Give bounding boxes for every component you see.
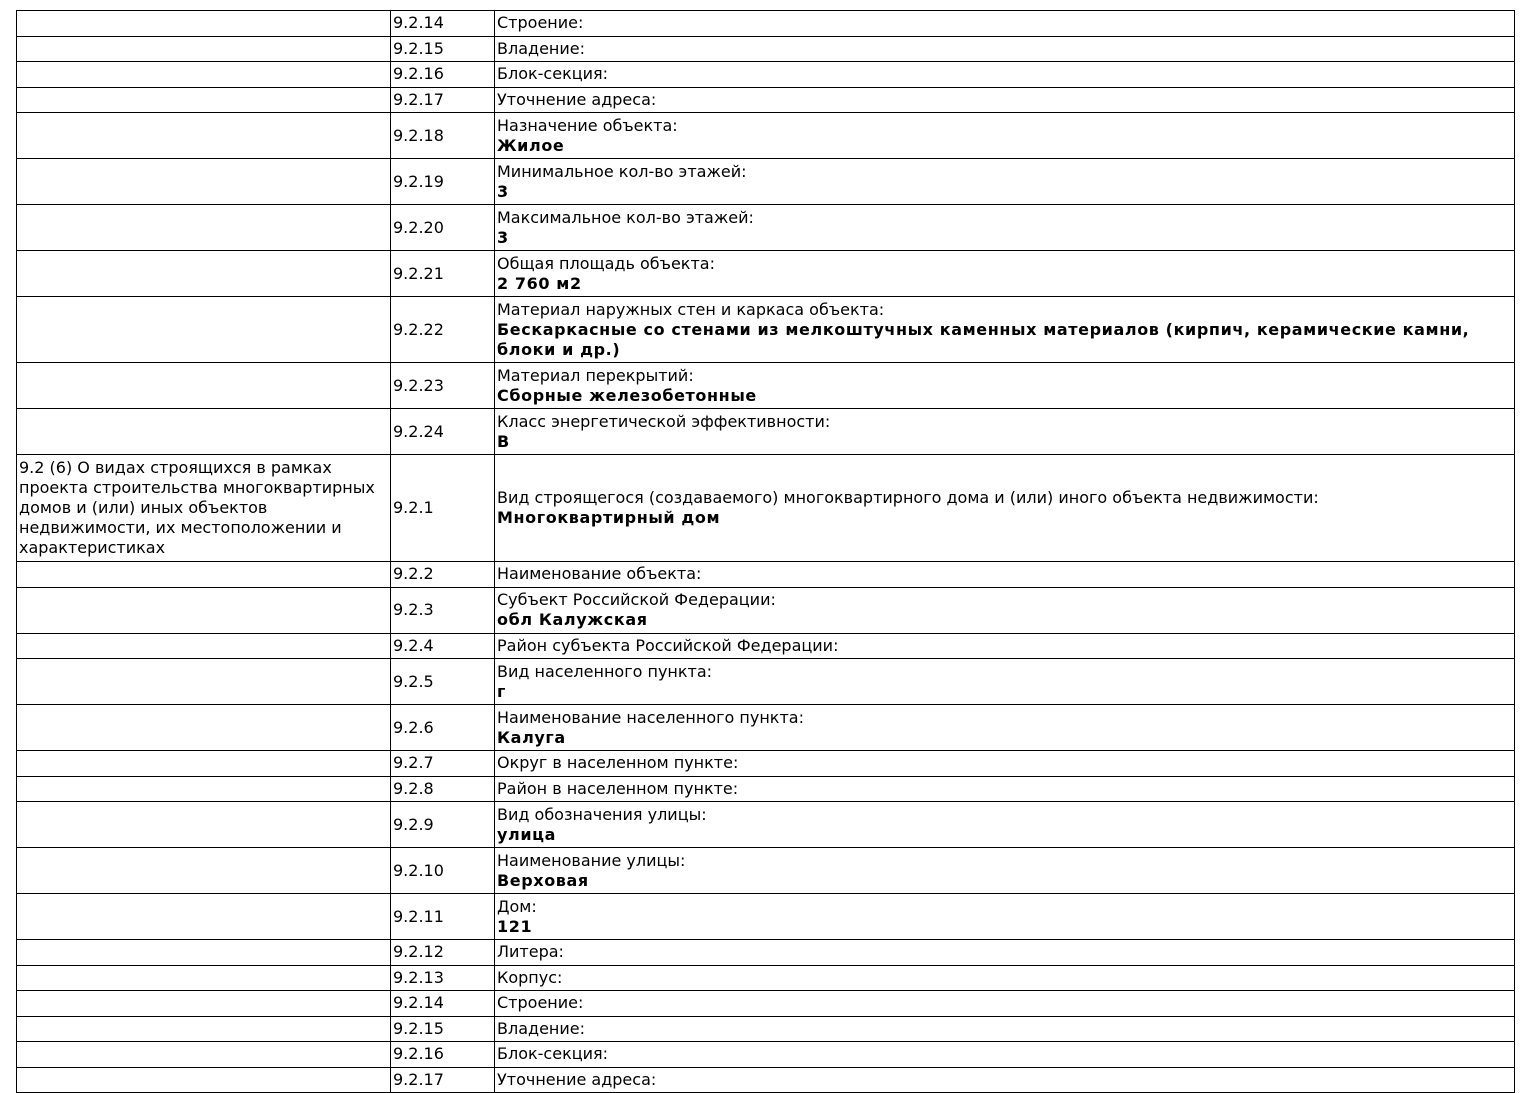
item-value: улица bbox=[497, 824, 557, 844]
item-content bbox=[495, 251, 1515, 297]
item-label: Район в населенном пункте: bbox=[497, 778, 739, 798]
section-cell bbox=[17, 87, 391, 113]
item-code: 9.2.7 bbox=[391, 751, 495, 777]
item-code: 9.2.5 bbox=[391, 659, 495, 705]
item-label: Субъект Российской Федерации: bbox=[497, 590, 776, 609]
item-code: 9.2.13 bbox=[391, 965, 495, 991]
section-cell bbox=[17, 363, 391, 409]
item-label: Корпус: bbox=[497, 967, 563, 987]
table-body bbox=[17, 11, 1515, 1093]
table-row bbox=[17, 1042, 1515, 1068]
item-label: Вид строящегося (создаваемого) многоквартирного дома и (или) иного объекта недвижимости: bbox=[497, 488, 1319, 507]
item-content bbox=[495, 659, 1515, 705]
section-cell bbox=[17, 297, 391, 363]
section-cell bbox=[17, 659, 391, 705]
item-content bbox=[495, 705, 1515, 751]
item-content bbox=[495, 205, 1515, 251]
item-label: Владение: bbox=[497, 38, 586, 58]
section-cell bbox=[17, 205, 391, 251]
item-value: обл Калужская bbox=[497, 610, 648, 629]
item-code: 9.2.12 bbox=[391, 940, 495, 966]
table-row bbox=[17, 36, 1515, 62]
item-code: 9.2.17 bbox=[391, 1067, 495, 1093]
item-code: 9.2.15 bbox=[391, 36, 495, 62]
item-content bbox=[495, 36, 1515, 62]
section-cell bbox=[17, 1016, 391, 1042]
item-content bbox=[495, 776, 1515, 802]
table-row bbox=[17, 297, 1515, 363]
item-content bbox=[495, 11, 1515, 37]
table-row bbox=[17, 587, 1515, 633]
section-cell bbox=[17, 11, 391, 37]
section-cell bbox=[17, 965, 391, 991]
item-code: 9.2.23 bbox=[391, 363, 495, 409]
table-row bbox=[17, 562, 1515, 588]
item-code: 9.2.9 bbox=[391, 802, 495, 848]
item-label: Общая площадь объекта: bbox=[497, 253, 715, 273]
item-label: Наименование улицы: bbox=[497, 850, 686, 870]
table-row bbox=[17, 991, 1515, 1017]
table-row bbox=[17, 1016, 1515, 1042]
item-value: 3 bbox=[497, 227, 509, 247]
item-content bbox=[495, 587, 1515, 633]
item-content bbox=[495, 894, 1515, 940]
item-label: Минимальное кол-во этажей: bbox=[497, 161, 747, 181]
item-code: 9.2.3 bbox=[391, 587, 495, 633]
section-cell bbox=[17, 562, 391, 588]
table-row bbox=[17, 205, 1515, 251]
section-cell bbox=[17, 894, 391, 940]
table-row bbox=[17, 11, 1515, 37]
table-row bbox=[17, 965, 1515, 991]
item-label: Вид обозначения улицы: bbox=[497, 804, 707, 824]
section-cell bbox=[17, 409, 391, 455]
section-cell bbox=[17, 251, 391, 297]
table-row bbox=[17, 705, 1515, 751]
item-code: 9.2.22 bbox=[391, 297, 495, 363]
item-content bbox=[495, 455, 1515, 562]
item-code: 9.2.1 bbox=[391, 455, 495, 562]
table-row bbox=[17, 363, 1515, 409]
item-label: Литера: bbox=[497, 942, 564, 962]
section-cell bbox=[17, 633, 391, 659]
table-row bbox=[17, 159, 1515, 205]
table-row bbox=[17, 113, 1515, 159]
item-content bbox=[495, 159, 1515, 205]
item-value: 2 760 м2 bbox=[497, 273, 582, 293]
section-cell bbox=[17, 776, 391, 802]
table-row bbox=[17, 776, 1515, 802]
item-label: Наименование населенного пункта: bbox=[497, 707, 804, 727]
item-code: 9.2.8 bbox=[391, 776, 495, 802]
item-value: г bbox=[497, 681, 506, 701]
item-code: 9.2.21 bbox=[391, 251, 495, 297]
item-code: 9.2.11 bbox=[391, 894, 495, 940]
item-code: 9.2.2 bbox=[391, 562, 495, 588]
item-value: В bbox=[497, 431, 510, 451]
item-code: 9.2.6 bbox=[391, 705, 495, 751]
section-cell bbox=[17, 991, 391, 1017]
item-content bbox=[495, 991, 1515, 1017]
table-row bbox=[17, 87, 1515, 113]
item-label: Блок-секция: bbox=[497, 64, 609, 84]
item-label: Уточнение адреса: bbox=[497, 89, 657, 109]
item-content bbox=[495, 409, 1515, 455]
item-code: 9.2.16 bbox=[391, 62, 495, 88]
item-label: Наименование объекта: bbox=[497, 564, 702, 584]
item-content bbox=[495, 965, 1515, 991]
item-label: Материал наружных стен и каркаса объекта: bbox=[497, 299, 885, 319]
item-content bbox=[495, 751, 1515, 777]
item-content bbox=[495, 363, 1515, 409]
table-row bbox=[17, 940, 1515, 966]
item-content bbox=[495, 87, 1515, 113]
item-content bbox=[495, 1016, 1515, 1042]
item-content bbox=[495, 297, 1515, 363]
item-content bbox=[495, 113, 1515, 159]
item-value: Бескаркасные со стенами из мелкоштучных каменных материалов (кирпич, керамические камни, блоки и др.) bbox=[497, 319, 1470, 359]
item-value: 121 bbox=[497, 916, 533, 936]
section-cell bbox=[17, 1042, 391, 1068]
section-cell bbox=[17, 587, 391, 633]
table-row bbox=[17, 409, 1515, 455]
item-label: Вид населенного пункта: bbox=[497, 661, 713, 681]
item-label: Уточнение адреса: bbox=[497, 1069, 657, 1089]
item-label: Район субъекта Российской Федерации: bbox=[497, 635, 839, 655]
item-value: Калуга bbox=[497, 727, 566, 747]
item-label: Блок-секция: bbox=[497, 1044, 609, 1064]
table-row bbox=[17, 751, 1515, 777]
section-cell bbox=[17, 848, 391, 894]
item-code: 9.2.18 bbox=[391, 113, 495, 159]
item-value: Многоквартирный дом bbox=[497, 508, 721, 527]
section-cell: 9.2 (6) О видах строящихся в рамках проекта строительства многоквартирных домов и (или) иных объектов недвижимости, их местоположении и характеристиках bbox=[17, 455, 391, 562]
section-cell bbox=[17, 751, 391, 777]
table-row bbox=[17, 848, 1515, 894]
section-cell bbox=[17, 159, 391, 205]
item-code: 9.2.10 bbox=[391, 848, 495, 894]
table-row bbox=[17, 659, 1515, 705]
item-code: 9.2.19 bbox=[391, 159, 495, 205]
section-cell bbox=[17, 705, 391, 751]
item-content bbox=[495, 940, 1515, 966]
item-content bbox=[495, 62, 1515, 88]
item-code: 9.2.15 bbox=[391, 1016, 495, 1042]
item-label: Строение: bbox=[497, 13, 584, 33]
item-code: 9.2.17 bbox=[391, 87, 495, 113]
item-content bbox=[495, 633, 1515, 659]
section-cell bbox=[17, 36, 391, 62]
item-content bbox=[495, 802, 1515, 848]
item-label: Округ в населенном пункте: bbox=[497, 753, 739, 773]
item-code: 9.2.14 bbox=[391, 991, 495, 1017]
table-row bbox=[17, 62, 1515, 88]
item-code: 9.2.24 bbox=[391, 409, 495, 455]
item-content bbox=[495, 562, 1515, 588]
item-content bbox=[495, 1042, 1515, 1068]
item-value: 3 bbox=[497, 181, 509, 201]
section-cell bbox=[17, 802, 391, 848]
section-cell bbox=[17, 113, 391, 159]
section-cell bbox=[17, 940, 391, 966]
item-label: Дом: bbox=[497, 896, 537, 916]
item-label: Класс энергетической эффективности: bbox=[497, 411, 831, 431]
item-label: Максимальное кол-во этажей: bbox=[497, 207, 754, 227]
item-value: Верховая bbox=[497, 870, 589, 890]
table-row bbox=[17, 894, 1515, 940]
item-label: Назначение объекта: bbox=[497, 115, 678, 135]
item-code: 9.2.20 bbox=[391, 205, 495, 251]
item-value: Жилое bbox=[497, 135, 565, 155]
item-code: 9.2.14 bbox=[391, 11, 495, 37]
item-label: Владение: bbox=[497, 1018, 586, 1038]
table-row bbox=[17, 633, 1515, 659]
section-cell bbox=[17, 62, 391, 88]
table-row bbox=[17, 455, 1515, 562]
item-value: Сборные железобетонные bbox=[497, 385, 757, 405]
item-label: Материал перекрытий: bbox=[497, 365, 694, 385]
table-row bbox=[17, 251, 1515, 297]
project-characteristics-table bbox=[16, 10, 1515, 1093]
item-label: Строение: bbox=[497, 993, 584, 1013]
item-content bbox=[495, 848, 1515, 894]
item-code: 9.2.4 bbox=[391, 633, 495, 659]
item-code: 9.2.16 bbox=[391, 1042, 495, 1068]
table-row bbox=[17, 802, 1515, 848]
